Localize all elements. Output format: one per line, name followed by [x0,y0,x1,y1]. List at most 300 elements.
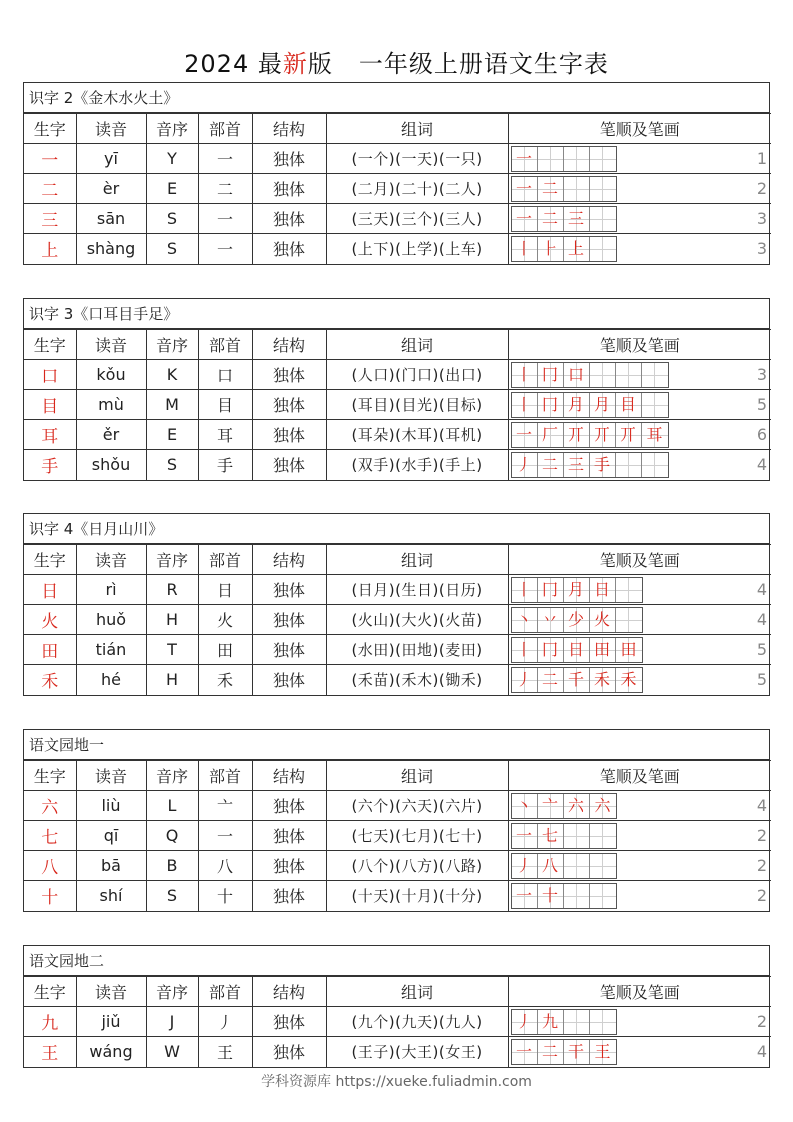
order-cell: Y [146,144,198,174]
stroke-order-cell [508,204,771,234]
stroke-box [590,578,616,602]
stroke-step: 二 [541,455,558,474]
pinyin-cell: shí [76,881,146,911]
stroke-step: 干 [567,1042,584,1061]
stroke-step: 二 [541,209,558,228]
header-pinyin: 读音 [76,545,146,575]
radical-cell: 一 [198,204,252,234]
structure-cell: 独体 [252,450,326,480]
stroke-step: 月 [567,395,584,414]
radical-cell: 丿 [198,1007,252,1037]
stroke-box [512,668,538,692]
words-cell: (双手)(水手)(手上) [326,450,508,480]
stroke-step: 千 [567,670,584,689]
footer-source: 学科资源库 https://xueke.fuliadmin.com [261,1074,532,1090]
header-pinyin: 读音 [76,114,146,144]
stroke-box [564,1010,590,1034]
stroke-box [512,363,538,387]
header-strokes: 笔顺及笔画 [508,977,771,1007]
structure-cell: 独体 [252,144,326,174]
stroke-box [538,608,564,632]
stroke-step: 十 [541,886,558,905]
char-cell: 口 [24,360,76,390]
header-strokes: 笔顺及笔画 [508,114,771,144]
stroke-box [564,237,590,261]
stroke-box [590,668,616,692]
stroke-grid [511,146,617,172]
stroke-box [538,207,564,231]
stroke-order-cell [508,234,771,264]
stroke-order-cell [508,791,771,821]
stroke-step: 日 [593,580,610,599]
stroke-box [538,363,564,387]
stroke-box [642,363,668,387]
stroke-box [538,794,564,818]
stroke-order-cell [508,144,771,174]
order-cell: Q [146,821,198,851]
stroke-step: 丿 [515,670,532,689]
stroke-count: 5 [756,640,767,659]
structure-cell: 独体 [252,575,326,605]
stroke-box [642,453,668,477]
char-table [24,544,771,695]
char-cell: 一 [24,144,76,174]
char-cell: 耳 [24,420,76,450]
char-cell: 王 [24,1037,76,1067]
stroke-grid [511,823,617,849]
stroke-box [642,393,668,417]
char-table [24,976,771,1067]
words-cell: (耳目)(目光)(目标) [326,390,508,420]
header-row [24,114,771,144]
order-cell: S [146,450,198,480]
stroke-count: 3 [756,209,767,228]
title-highlight-a: 最 [257,50,283,78]
section-block [23,513,770,696]
structure-cell: 独体 [252,851,326,881]
stroke-step: 二 [541,670,558,689]
stroke-grid [511,637,643,663]
header-order: 音序 [146,761,198,791]
char-cell: 火 [24,605,76,635]
stroke-step: 王 [594,1042,611,1061]
radical-cell: 二 [198,174,252,204]
stroke-box [590,1040,616,1064]
stroke-box [564,1040,590,1064]
stroke-box [616,453,642,477]
header-strokes: 笔顺及笔画 [508,545,771,575]
stroke-box [564,794,590,818]
stroke-box [538,177,564,201]
stroke-step: 日 [567,640,584,659]
stroke-step: 三 [567,455,584,474]
table-row [24,204,771,234]
char-table [24,760,771,911]
section-block [23,298,770,481]
stroke-box [616,608,642,632]
stroke-step: 耳 [646,425,663,444]
stroke-box [616,423,642,447]
stroke-box [564,824,590,848]
char-cell: 三 [24,204,76,234]
radical-cell: 田 [198,635,252,665]
words-cell: (水田)(田地)(麦田) [326,635,508,665]
words-cell: (三天)(三个)(三人) [326,204,508,234]
stroke-box [616,363,642,387]
stroke-grid [511,1009,617,1035]
stroke-box [512,1010,538,1034]
stroke-box [538,854,564,878]
stroke-step: 九 [541,1012,558,1031]
table-row [24,144,771,174]
words-cell: (一个)(一天)(一只) [326,144,508,174]
stroke-step: 丌 [593,425,610,444]
stroke-grid [511,793,617,819]
stroke-grid [511,853,617,879]
stroke-grid [511,667,643,693]
stroke-count: 4 [756,1042,767,1061]
header-structure: 结构 [252,114,326,144]
structure-cell: 独体 [252,1007,326,1037]
stroke-step: 上 [567,239,584,258]
header-order: 音序 [146,330,198,360]
stroke-count: 2 [756,856,767,875]
stroke-order-cell [508,390,771,420]
header-radical: 部首 [198,761,252,791]
stroke-step: 一 [515,209,532,228]
table-row [24,791,771,821]
table-row [24,360,771,390]
header-radical: 部首 [198,545,252,575]
header-row [24,330,771,360]
stroke-step: 八 [541,856,558,875]
stroke-count: 2 [756,886,767,905]
stroke-step: 冂 [541,395,558,414]
stroke-box [642,423,668,447]
stroke-step: 一 [515,886,532,905]
stroke-box [564,423,590,447]
stroke-step: 丨 [515,239,532,258]
table-row [24,390,771,420]
order-cell: S [146,234,198,264]
stroke-grid [511,236,617,262]
stroke-box [564,207,590,231]
stroke-grid [511,577,643,603]
words-cell: (七天)(七月)(七十) [326,821,508,851]
stroke-order-cell [508,1037,771,1067]
header-row [24,545,771,575]
stroke-box [538,578,564,602]
pinyin-cell: shàng [76,234,146,264]
stroke-step: 一 [515,826,532,845]
char-cell: 日 [24,575,76,605]
stroke-step: 丨 [515,580,532,599]
order-cell: H [146,605,198,635]
table-row [24,605,771,635]
section-block [23,945,770,1068]
pinyin-cell: shǒu [76,450,146,480]
header-char: 生字 [24,977,76,1007]
order-cell: L [146,791,198,821]
table-row [24,420,771,450]
table-row [24,881,771,911]
table-row [24,450,771,480]
pinyin-cell: ěr [76,420,146,450]
char-cell: 二 [24,174,76,204]
section-block [23,82,770,265]
words-cell: (禾苗)(禾木)(锄禾) [326,665,508,695]
stroke-box [512,453,538,477]
radical-cell: 日 [198,575,252,605]
stroke-step: 手 [593,455,610,474]
stroke-box [538,1040,564,1064]
words-cell: (耳朵)(木耳)(耳机) [326,420,508,450]
stroke-box [590,363,616,387]
radical-cell: 禾 [198,665,252,695]
table-row [24,821,771,851]
stroke-box [590,608,616,632]
stroke-box [512,1040,538,1064]
stroke-box [512,608,538,632]
stroke-box [512,207,538,231]
stroke-step: 丿 [515,455,532,474]
header-strokes: 笔顺及笔画 [508,330,771,360]
stroke-step: 一 [515,149,532,168]
header-radical: 部首 [198,330,252,360]
structure-cell: 独体 [252,881,326,911]
header-structure: 结构 [252,761,326,791]
header-char: 生字 [24,545,76,575]
stroke-grid [511,362,669,388]
stroke-box [590,824,616,848]
stroke-box [564,453,590,477]
stroke-box [564,177,590,201]
section-title: 识字 2《金木水火土》 [24,83,769,113]
stroke-step: 七 [541,826,558,845]
stroke-step: 厂 [541,425,558,444]
stroke-box [616,578,642,602]
stroke-step: 六 [594,796,611,815]
stroke-box [512,638,538,662]
stroke-step: 三 [567,209,584,228]
header-structure: 结构 [252,330,326,360]
stroke-box [512,147,538,171]
words-cell: (火山)(大火)(火苗) [326,605,508,635]
stroke-box [538,237,564,261]
order-cell: R [146,575,198,605]
stroke-box [538,638,564,662]
pinyin-cell: mù [76,390,146,420]
stroke-box [538,393,564,417]
stroke-grid [511,883,617,909]
section-block [23,729,770,912]
stroke-box [564,363,590,387]
stroke-box [538,1010,564,1034]
stroke-grid [511,607,643,633]
stroke-count: 4 [756,580,767,599]
stroke-box [538,884,564,908]
stroke-grid [511,452,669,478]
stroke-box [590,177,616,201]
char-cell: 八 [24,851,76,881]
header-radical: 部首 [198,977,252,1007]
stroke-step: 丶 [515,796,532,815]
stroke-box [590,854,616,878]
stroke-box [590,237,616,261]
radical-cell: 口 [198,360,252,390]
stroke-box [564,578,590,602]
section-title: 语文园地一 [24,730,769,760]
stroke-order-cell [508,665,771,695]
stroke-box [512,884,538,908]
stroke-box [564,393,590,417]
radical-cell: 目 [198,390,252,420]
stroke-box [538,147,564,171]
stroke-box [590,207,616,231]
words-cell: (八个)(八方)(八路) [326,851,508,881]
order-cell: S [146,204,198,234]
radical-cell: 亠 [198,791,252,821]
structure-cell: 独体 [252,360,326,390]
table-row [24,575,771,605]
stroke-order-cell [508,635,771,665]
order-cell: E [146,420,198,450]
order-cell: W [146,1037,198,1067]
header-order: 音序 [146,114,198,144]
stroke-order-cell [508,174,771,204]
structure-cell: 独体 [252,390,326,420]
structure-cell: 独体 [252,234,326,264]
stroke-order-cell [508,420,771,450]
pinyin-cell: qī [76,821,146,851]
stroke-step: 亠 [541,796,558,815]
stroke-box [590,638,616,662]
char-cell: 六 [24,791,76,821]
words-cell: (十天)(十月)(十分) [326,881,508,911]
stroke-order-cell [508,450,771,480]
stroke-step: ⺊ [541,239,558,258]
pinyin-cell: èr [76,174,146,204]
header-row [24,761,771,791]
table-row [24,665,771,695]
stroke-step: 月 [567,580,584,599]
stroke-box [512,794,538,818]
stroke-step: 丨 [515,395,532,414]
stroke-box [538,824,564,848]
words-cell: (九个)(九天)(九人) [326,1007,508,1037]
header-order: 音序 [146,977,198,1007]
stroke-box [512,393,538,417]
stroke-box [590,393,616,417]
stroke-count: 1 [756,149,767,168]
stroke-box [538,423,564,447]
header-words: 组词 [326,761,508,791]
stroke-count: 4 [756,455,767,474]
stroke-box [512,854,538,878]
table-row [24,1007,771,1037]
char-cell: 目 [24,390,76,420]
stroke-step: 丨 [515,365,532,384]
stroke-count: 5 [756,670,767,689]
header-radical: 部首 [198,114,252,144]
order-cell: B [146,851,198,881]
words-cell: (王子)(大王)(女王) [326,1037,508,1067]
radical-cell: 耳 [198,420,252,450]
stroke-order-cell [508,605,771,635]
stroke-box [590,794,616,818]
stroke-box [590,884,616,908]
structure-cell: 独体 [252,821,326,851]
structure-cell: 独体 [252,174,326,204]
order-cell: M [146,390,198,420]
stroke-step: 丿 [515,856,532,875]
order-cell: T [146,635,198,665]
stroke-box [564,608,590,632]
stroke-order-cell [508,360,771,390]
section-title: 识字 4《日月山川》 [24,514,769,544]
stroke-count: 6 [756,425,767,444]
words-cell: (日月)(生日)(日历) [326,575,508,605]
structure-cell: 独体 [252,420,326,450]
stroke-step: 丷 [541,610,558,629]
structure-cell: 独体 [252,665,326,695]
char-cell: 九 [24,1007,76,1037]
header-words: 组词 [326,545,508,575]
structure-cell: 独体 [252,791,326,821]
stroke-box [512,177,538,201]
page-title [0,44,793,79]
stroke-step: 冂 [541,580,558,599]
pinyin-cell: rì [76,575,146,605]
stroke-box [512,423,538,447]
char-cell: 手 [24,450,76,480]
stroke-count: 3 [756,239,767,258]
stroke-step: 冂 [541,365,558,384]
header-words: 组词 [326,977,508,1007]
stroke-box [512,237,538,261]
section-title: 识字 3《口耳目手足》 [24,299,769,329]
pinyin-cell: hé [76,665,146,695]
radical-cell: 王 [198,1037,252,1067]
pinyin-cell: tián [76,635,146,665]
stroke-step: 禾 [593,670,610,689]
stroke-step: 丌 [567,425,584,444]
table-row [24,234,771,264]
radical-cell: 一 [198,821,252,851]
stroke-step: 火 [593,610,610,629]
char-table [24,113,771,264]
words-cell: (人口)(门口)(出口) [326,360,508,390]
table-row [24,635,771,665]
char-cell: 七 [24,821,76,851]
order-cell: E [146,174,198,204]
stroke-box [590,423,616,447]
structure-cell: 独体 [252,635,326,665]
pinyin-cell: liù [76,791,146,821]
table-row [24,1037,771,1067]
char-cell: 十 [24,881,76,911]
stroke-order-cell [508,575,771,605]
char-cell: 禾 [24,665,76,695]
radical-cell: 火 [198,605,252,635]
stroke-box [538,668,564,692]
header-char: 生字 [24,761,76,791]
title-highlight-c: 版 [307,50,333,78]
header-char: 生字 [24,114,76,144]
structure-cell: 独体 [252,204,326,234]
header-order: 音序 [146,545,198,575]
stroke-step: 少 [567,610,584,629]
